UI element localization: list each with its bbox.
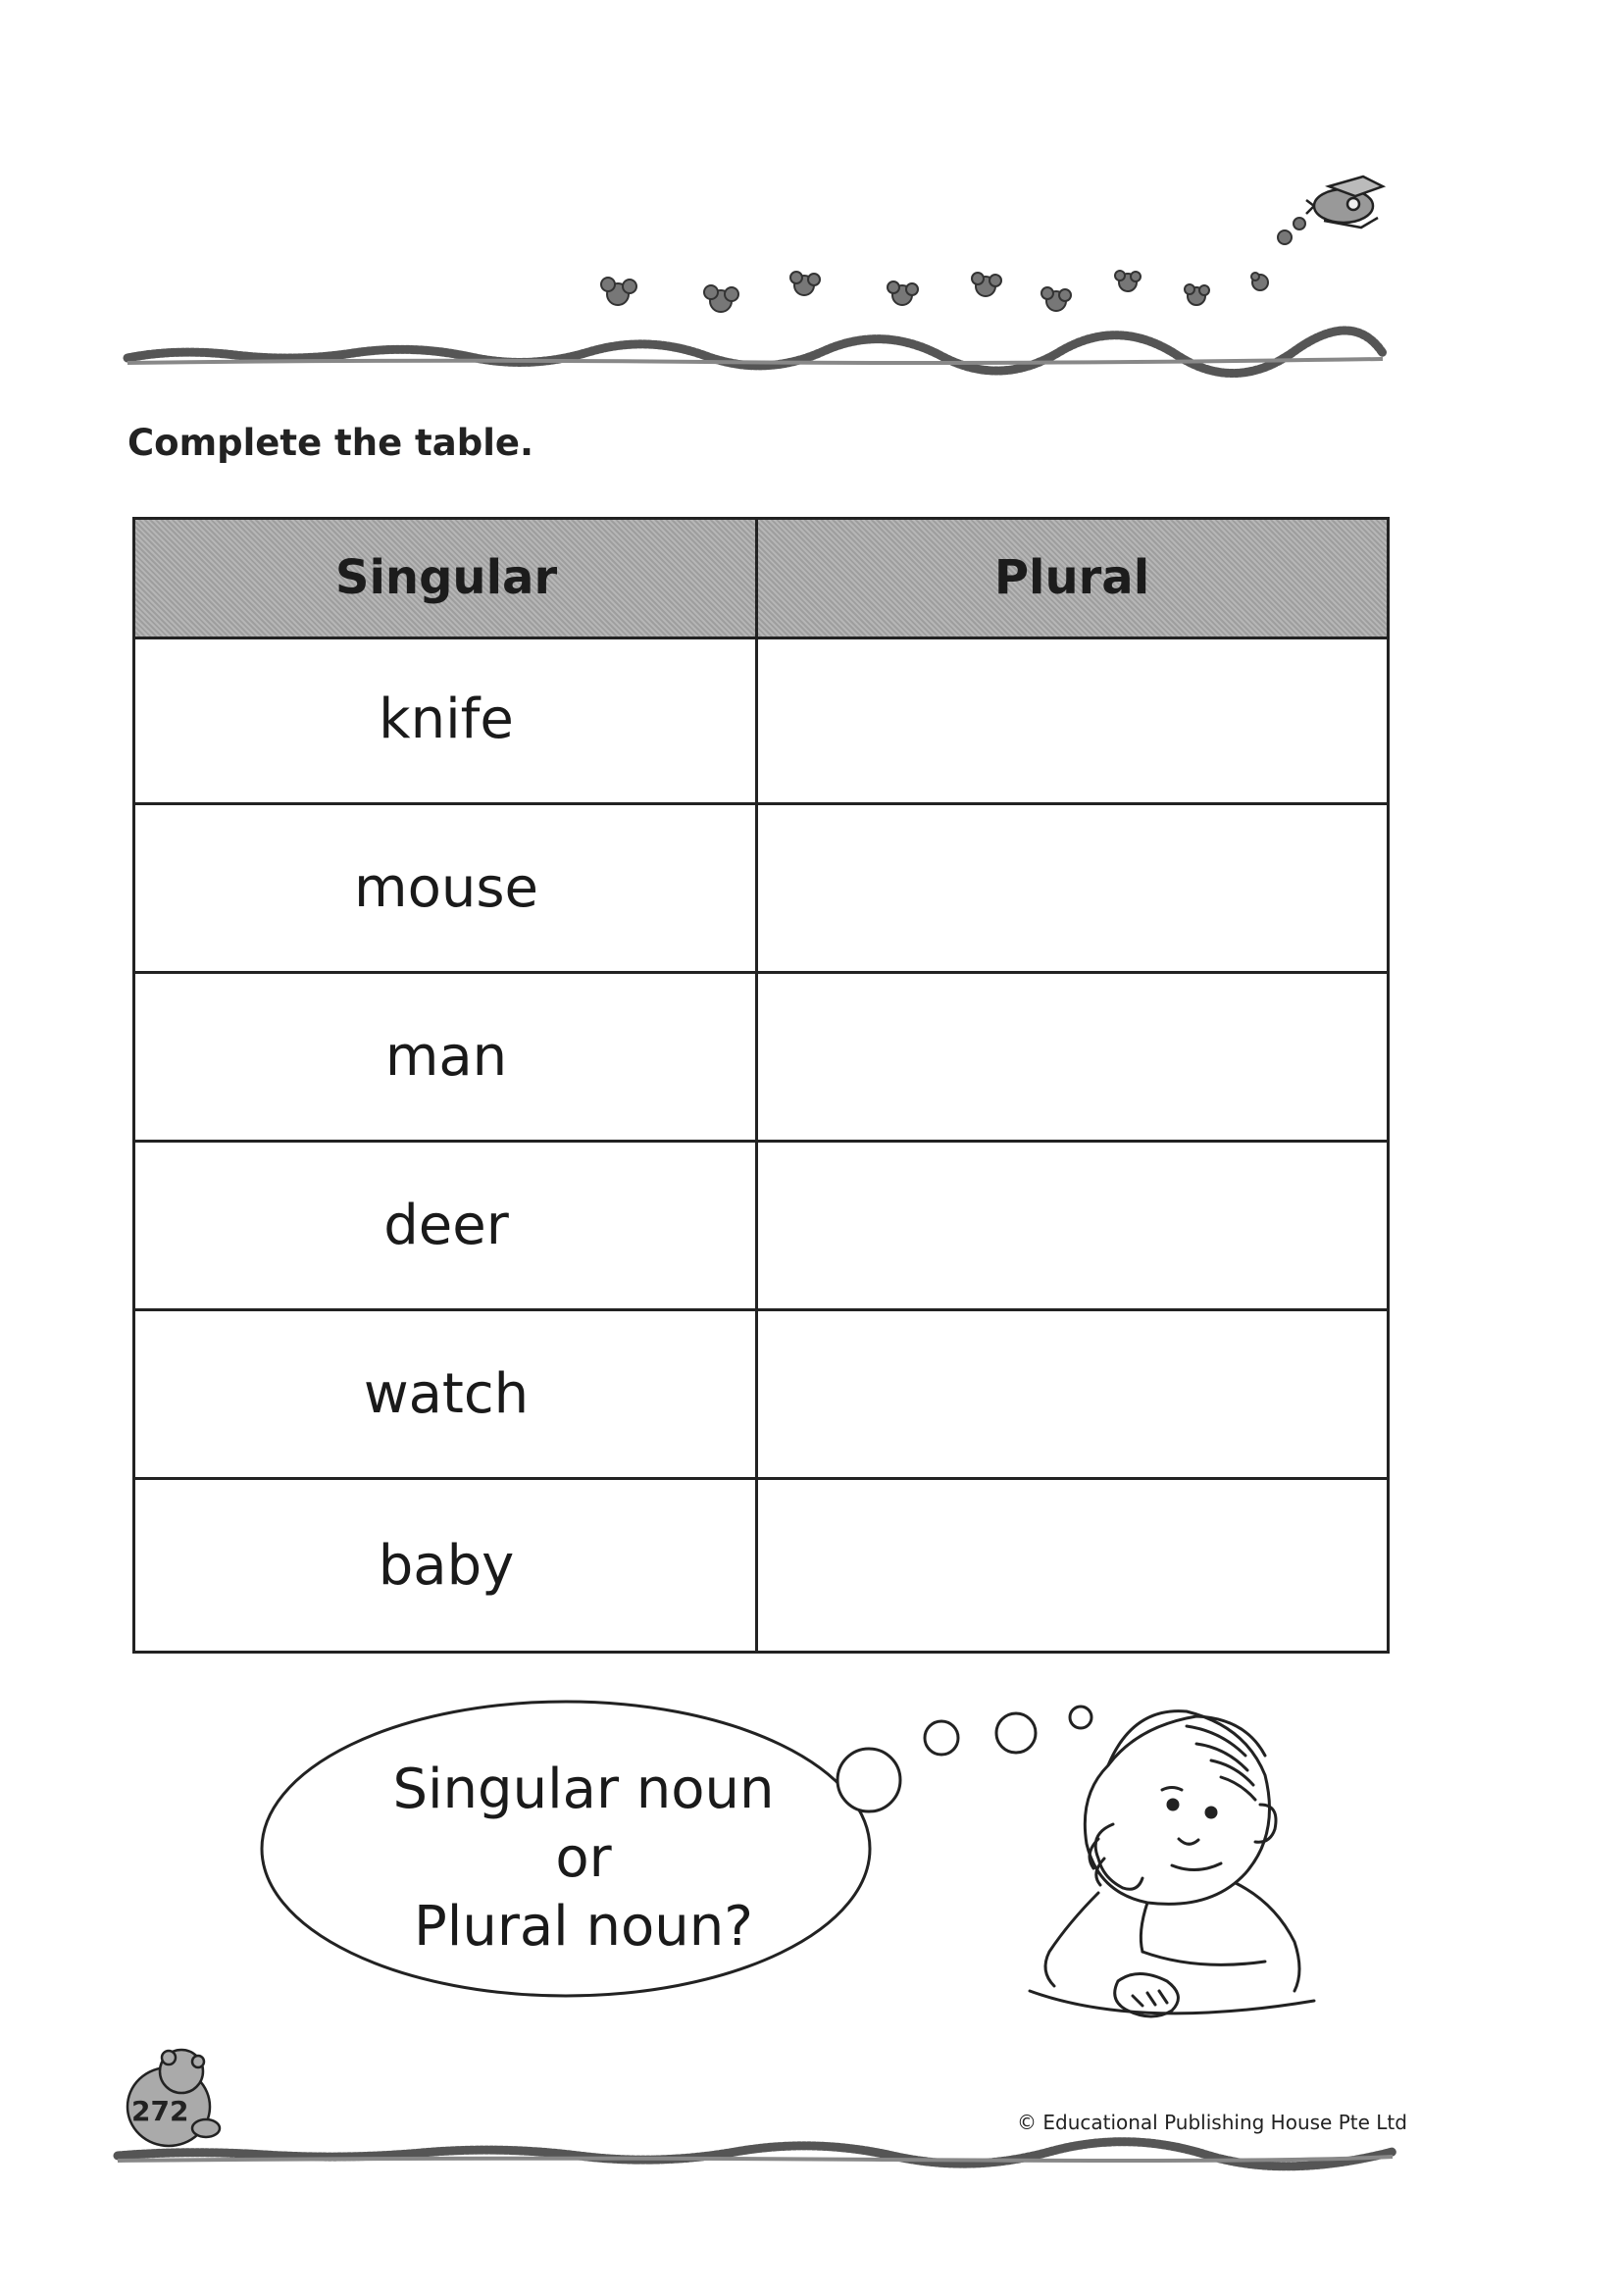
plural-answer-cell[interactable] [759,637,1387,802]
plural-answer-cell[interactable] [759,1311,1387,1477]
bubble-line-1: Singular noun [392,1758,775,1821]
table-row [135,1143,1387,1311]
singular-cell: knife [379,688,514,751]
singular-cell: deer [383,1194,509,1257]
instruction-text: Complete the table. [127,422,534,464]
bubble-line-2: or [555,1826,612,1890]
singular-cell: man [384,1025,508,1089]
table-row [135,1480,1387,1651]
table-row [135,805,1387,974]
plural-table [132,517,1390,1654]
singular-cell: watch [363,1362,530,1426]
bubble-line-3: Plural noun? [414,1895,753,1959]
plural-answer-cell[interactable] [759,974,1387,1140]
thought-dots [837,1707,1091,1811]
page-number: 272 [131,2095,189,2127]
table-row [135,1311,1387,1480]
plural-answer-cell[interactable] [759,1143,1387,1308]
singular-cell: baby [378,1533,515,1598]
copyright-notice: © Educational Publishing House Pte Ltd [1017,2111,1407,2134]
header-plural: Plural [993,550,1150,605]
plural-answer-cell[interactable] [759,1480,1387,1651]
bubble-question [324,1756,843,1962]
table-row [135,974,1387,1143]
table-row [135,637,1387,805]
table-header-row [135,520,1387,639]
thinking-boy-illustration [1030,1711,1314,2016]
header-decoration [118,167,1393,392]
header-singular: Singular [334,550,558,605]
plural-answer-cell[interactable] [759,805,1387,971]
footer-decoration [108,2040,1402,2177]
flower-trail-icon [601,218,1305,312]
divider-rule [127,331,1383,374]
singular-cell: mouse [354,856,538,920]
airplane-icon [1306,177,1383,228]
footer-rule [118,2142,1393,2167]
